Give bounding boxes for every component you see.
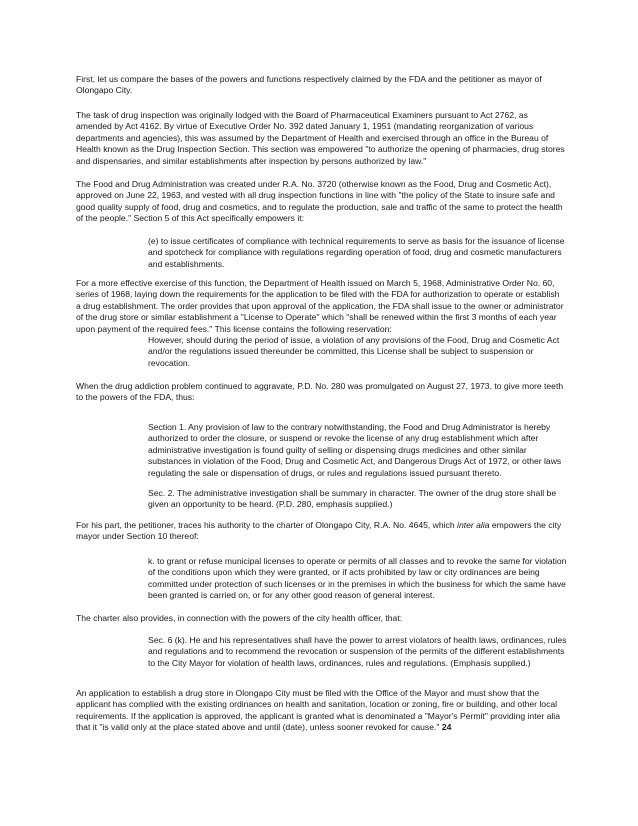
quote-pd-280-section-1: Section 1. Any provision of law to the contrary notwithstanding, the Food and Drug Administrator is hereby authorized to order the closure, or suspend or revoke the license of any drug establishment which after administrative investigation is found guilty of selling or dispensing drugs medicines and other similar substances in violation of the Food, Drug and Cosmetic Act, and Dangerous Drugs Act of 1972, or other laws regulating the sale or dispensation of drugs, or rules and regulations issued pursuant thereto. xyxy=(148,422,562,478)
petitioner-text-before: For his part, the petitioner, traces his authority to the charter of Olongapo City, R.A. No. 4645, which xyxy=(76,520,458,530)
quote-section-6-k: Sec. 6 (k). He and his representatives shall have the power to arrest violators of health laws, ordinances, rules and regulations and to recommend the revocation or suspension of the permits of the different establishments to the City Mayor for violation of health laws, ordinances, rules and regulations. (Emphasis supplied.) xyxy=(148,635,567,668)
quote-section-5-e: (e) to issue certificates of compliance with technical requirements to serve as basis for the issuance of license and spotcheck for compliance with regulations regarding operation of food, drug and cosmetic manufacturers and establishments. xyxy=(148,236,565,269)
quote-license-reservation: However, should during the period of issue, a violation of any provisions of the Food, Drug and Cosmetic Act and/or the regulations issued thereunder be committed, this License shall be subject to suspension or revocation. xyxy=(148,335,560,368)
petitioner-text-after: empowers the city mayor under Section 10 thereof: xyxy=(76,520,562,542)
quote-pd-280-section-2: Sec. 2. The administrative investigation shall be summary in character. The owner of the drug store shall be given an opportunity to be heard. (P.D. 280, emphasis supplied.) xyxy=(148,488,557,510)
paragraph-petitioner-authority xyxy=(76,520,566,543)
footnote-marker: 24 xyxy=(441,722,452,733)
paragraph-charter-health-officer: The charter also provides, in connection with the powers of the city health officer, that: xyxy=(76,613,403,623)
inter-alia-italic: inter alia xyxy=(457,520,490,530)
quote-charter-section-10-k: k. to grant or refuse municipal licenses to operate or permits of all classes and to revoke the same for violation of the conditions upon which they were granted, or if acts prohibited by law or city ordinances are being committed under protection of such licenses or in the premises in which the business for which the same have been granted is carried on, or for any other good reason of general interest. xyxy=(148,556,567,601)
paragraph-mayors-permit xyxy=(76,688,566,734)
paragraph-administrative-order: For a more effective exercise of this function, the Department of Health issued on March 5, 1968, Administrative Order No. 60, series of 1968, laying down the requirements for the application to be filed with the FDA for authorization to operate or establish a drug establishment. The order provides that upon approval of the application, the FDA shall issue to the owner or administrator of the drug store or similar establishment a "License to Operate" which "shall be renewed within the first 3 months of each year upon payment of the required fees." This license contains the following reservation: xyxy=(76,278,564,334)
mayors-permit-text: An application to establish a drug store in Olongapo City must be filed with the Office of the Mayor and must show that the applicant has complied with the existing ordinances on health and sanitation, location or zoning, fire or building, and other local requirements. If the application is approved, the applicant is granted what is denominated a "Mayor's Permit" providing inter alia that it "is valid only at the place stated above and until (date), unless sooner revoked for cause." xyxy=(76,688,560,733)
paragraph-pd-280: When the drug addiction problem continued to aggravate, P.D. No. 280 was promulgated on August 27, 1973, to give more teeth to the powers of the FDA, thus: xyxy=(76,381,564,403)
paragraph-drug-inspection-history: The task of drug inspection was originally lodged with the Board of Pharmaceutical Examiners pursuant to Act 2762, as amended by Act 4162. By virtue of Executive Order No. 392 dated January 1, 1951 (mandating reorganization of various departments and agencies), this was assumed by the Department of Health and exercised through an office in the Bureau of Health known as the Drug Inspection Section. This section was empowered "to authorize the opening of pharmacies, drug stores and dispensaries, and similar establishments after inspection by persons authorized by law." xyxy=(76,110,565,166)
paragraph-bases-comparison: First, let us compare the bases of the powers and functions respectively claimed by the FDA and the petitioner as mayor of Olongapo City. xyxy=(76,74,542,96)
paragraph-fda-creation: The Food and Drug Administration was created under R.A. No. 3720 (otherwise known as the Food, Drug and Cosmetic Act), approved on June 22, 1963, and vested with all drug inspection functions in line with "the policy of the State to insure safe and good quality supply of food, drug and cosmetics, and to regulate the production, sale and traffic of the same to protect the health of the people." Section 5 of this Act specifically empowers it: xyxy=(76,179,563,224)
